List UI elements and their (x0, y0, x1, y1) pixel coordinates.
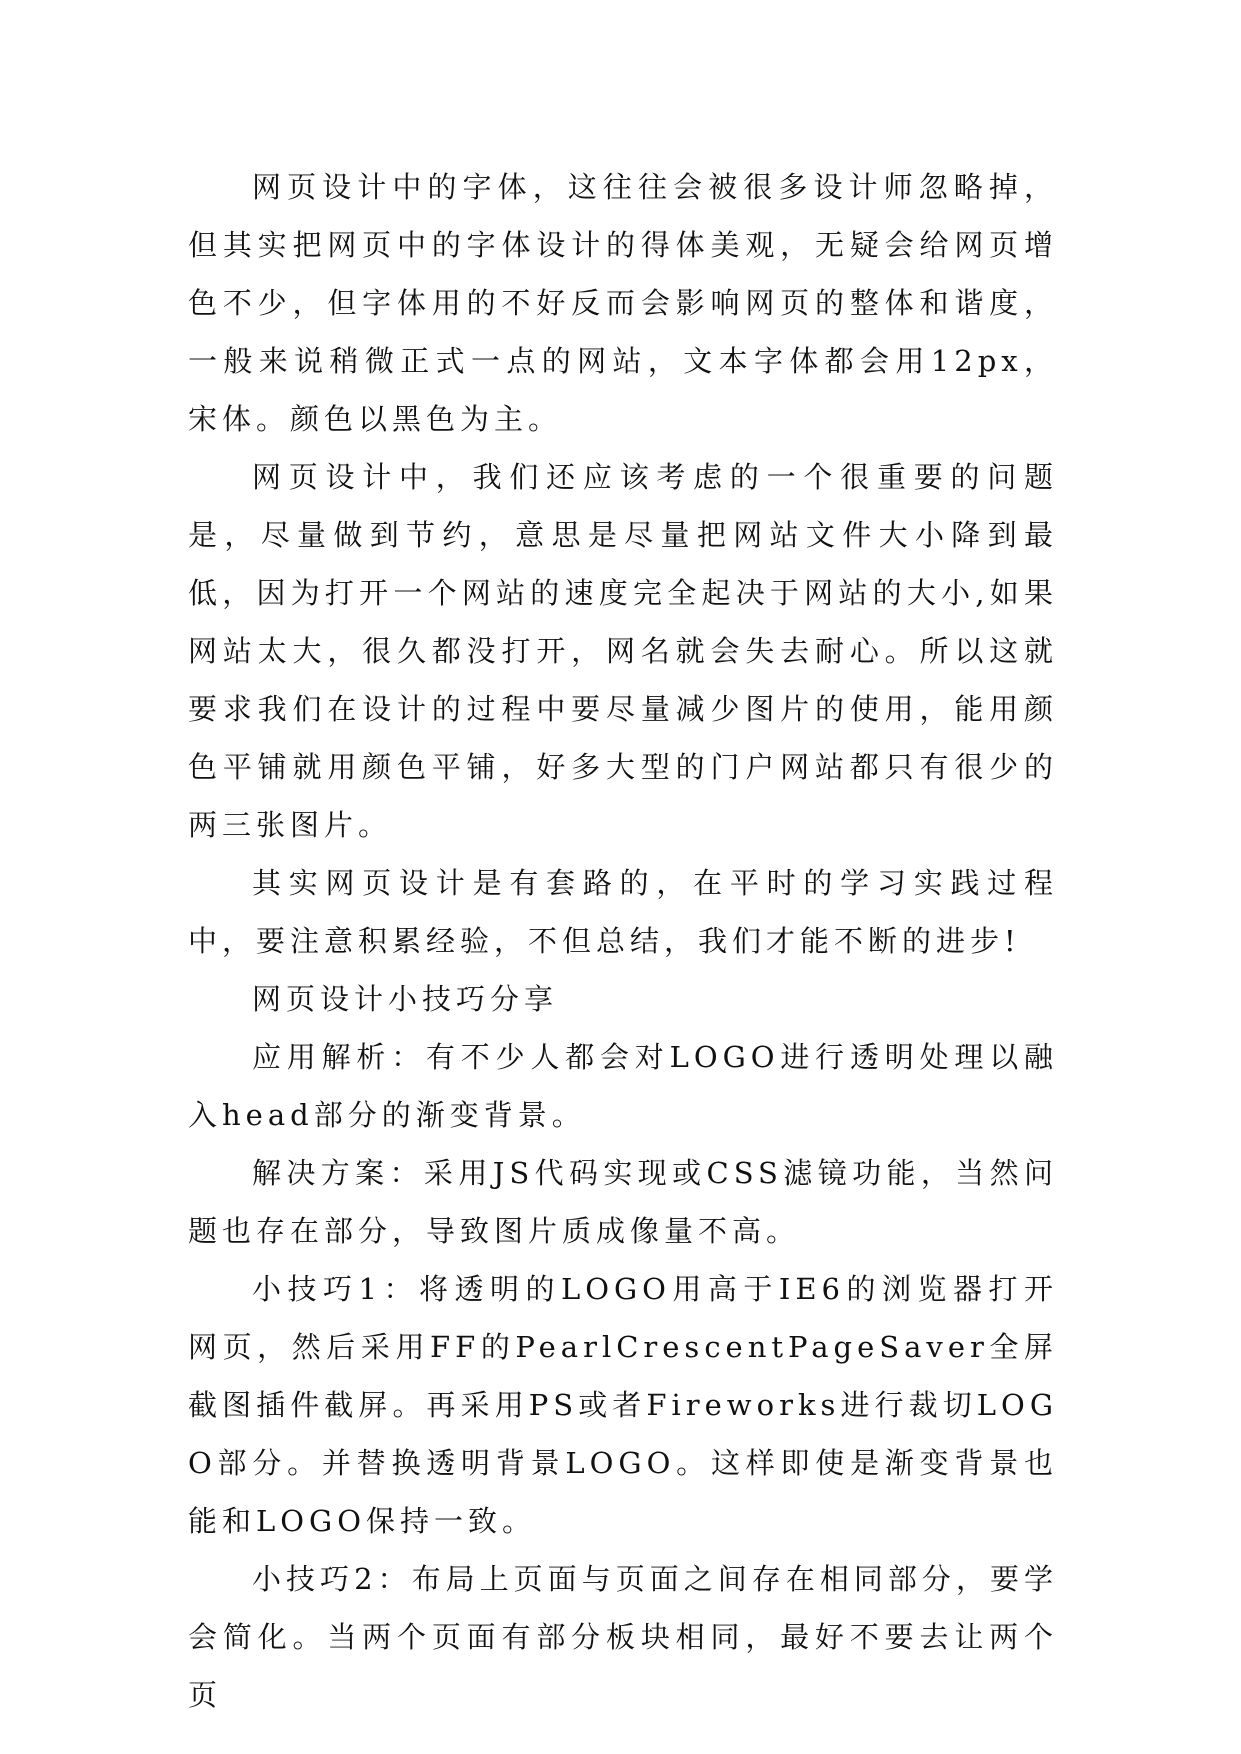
document-body (188, 158, 1058, 1724)
paragraph-experience: 其实网页设计是有套路的，在平时的学习实践过程中，要注意积累经验，不但总结，我们才能不断的进步! (188, 866, 1058, 958)
paragraph-font-design: 网页设计中的字体，这往往会被很多设计师忽略掉，但其实把网页中的字体设计的得体美观，无疑会给网页增色不少，但字体用的不好反而会影响网页的整体和谐度，一般来说稍微正式一点的网站，文本字体都会用12px，宋体。颜色以黑色为主。 (188, 170, 1058, 436)
paragraph-application-analysis: 应用解析：有不少人都会对LOGO进行透明处理以融入head部分的渐变背景。 (188, 1040, 1058, 1132)
paragraph-file-size: 网页设计中，我们还应该考虑的一个很重要的问题是，尽量做到节约，意思是尽量把网站文件大小降到最低，因为打开一个网站的速度完全起决于网站的大小,如果网站太大，很久都没打开，网名就会失去耐心。所以这就要求我们在设计的过程中要尽量减少图片的使用，能用颜色平铺就用颜色平铺，好多大型的门户网站都只有很少的两三张图片。 (188, 460, 1058, 842)
paragraph-solution: 解决方案：采用JS代码实现或CSS滤镜功能，当然问题也存在部分，导致图片质成像量不高。 (188, 1156, 1058, 1248)
section-heading-tips: 网页设计小技巧分享 (252, 982, 559, 1016)
paragraph-tip-2: 小技巧2：布局上页面与页面之间存在相同部分，要学会简化。当两个页面有部分板块相同，最好不要去让两个页 (188, 1562, 1058, 1712)
paragraph-tip-1: 小技巧1：将透明的LOGO用高于IE6的浏览器打开网页，然后采用FF的PearlCrescentPageSaver全屏截图插件截屏。再采用PS或者Fireworks进行裁切LOGO部分。并替换透明背景LOGO。这样即使是渐变背景也能和LOGO保持一致。 (188, 1272, 1058, 1538)
